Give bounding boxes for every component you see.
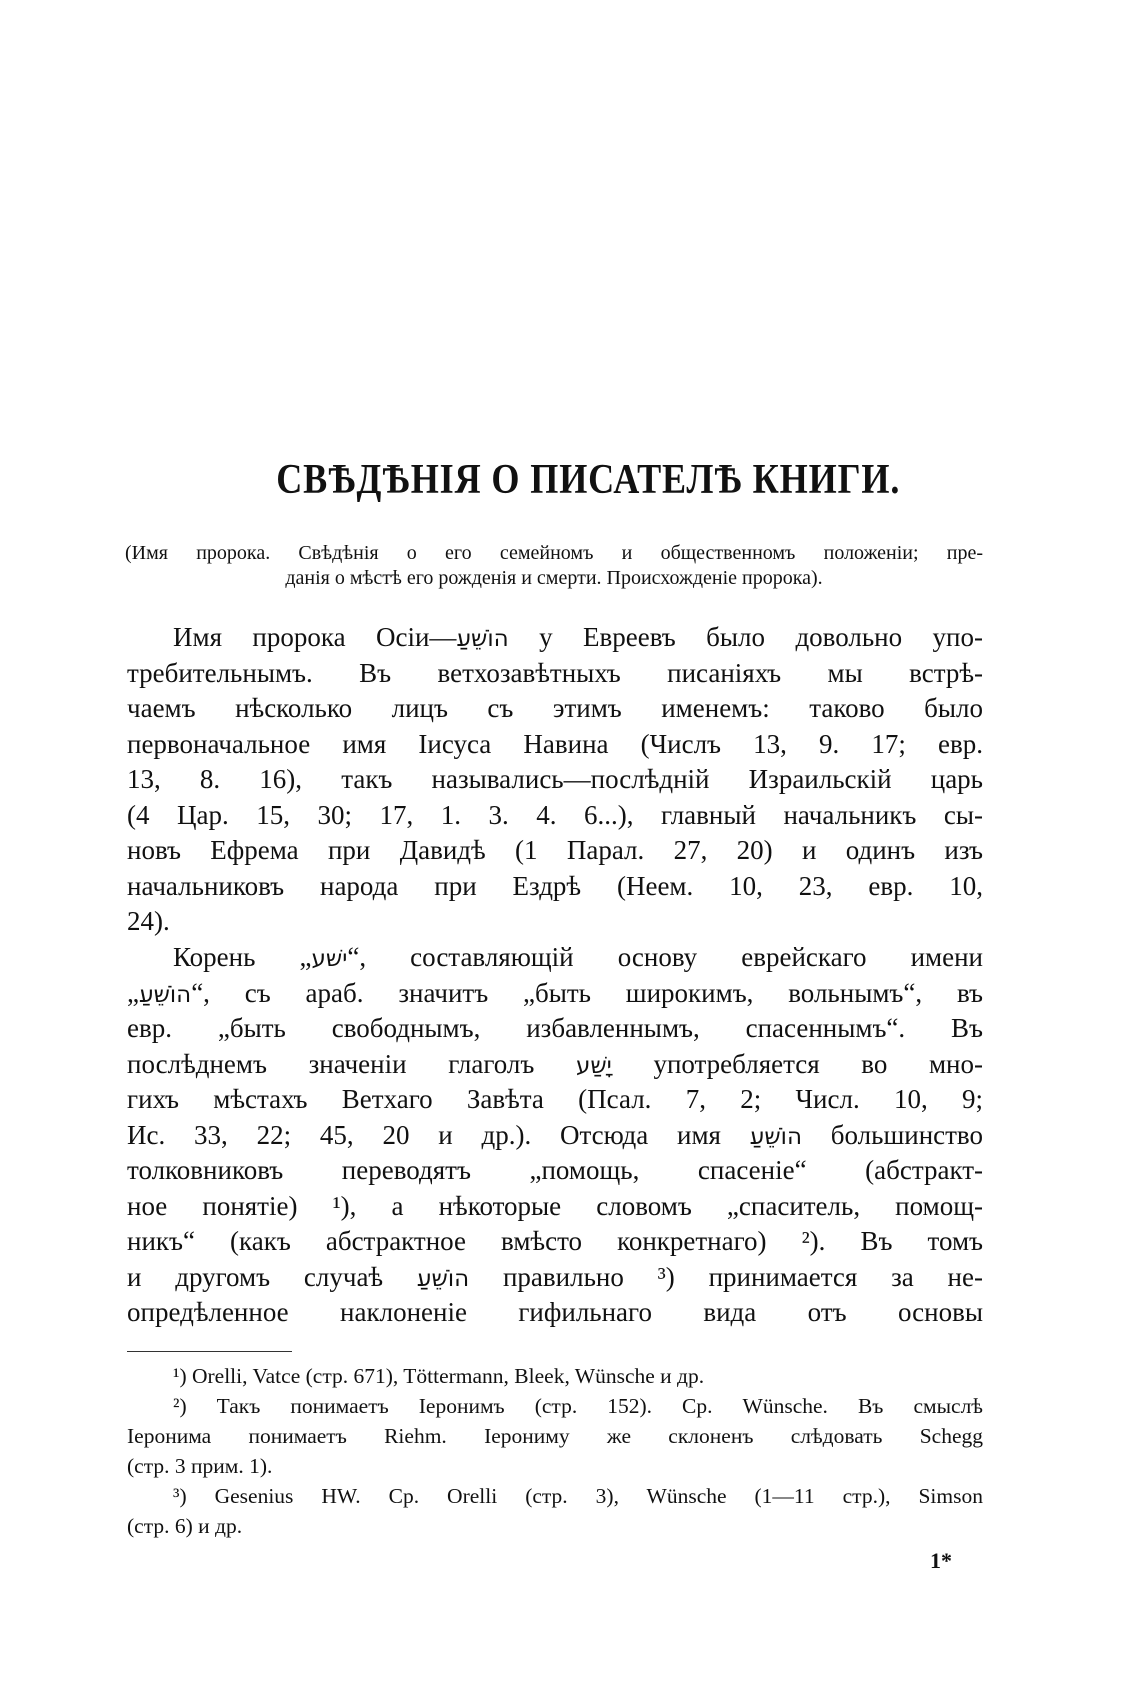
footnote-3-line: (стр. 6) и др. bbox=[127, 1514, 243, 1538]
text-line: опредѣленное наклоненіе гифильнаго вида отъ основы bbox=[127, 1297, 983, 1327]
hebrew-word: ישׁע bbox=[311, 946, 348, 972]
paragraph-1 bbox=[127, 620, 983, 940]
footnote-1: ¹) Orelli, Vatce (стр. 671), Töttermann, Bleek, Wünsche и др. bbox=[173, 1364, 705, 1388]
paragraph-2 bbox=[127, 940, 983, 1331]
footnote-separator bbox=[127, 1351, 292, 1352]
text-line: толковниковъ переводятъ „помощь, спасеніе“ (абстракт- bbox=[127, 1155, 983, 1185]
text-line: начальниковъ народа при Ездрѣ (Неем. 10, 23, евр. 10, bbox=[127, 870, 983, 901]
text-line: (4 Цар. 15, 30; 17, 1. 3. 4. 6...), главный начальникъ сы- bbox=[127, 799, 983, 830]
footnote-2-line: (стр. 3 прим. 1). bbox=[127, 1454, 273, 1478]
text-line: Имя пророка Осіи—הוֹשֵׁעַ у Евреевъ было довольно упо- bbox=[173, 622, 983, 652]
text-line: 24). bbox=[127, 906, 170, 936]
chapter-title: СВѢДѢНІЯ О ПИСАТЕЛѢ КНИГИ. bbox=[276, 457, 901, 503]
text-line: гихъ мѣстахъ Ветхаго Завѣта (Псал. 7, 2; Числ. 10, 9; bbox=[127, 1084, 983, 1114]
hebrew-word: הוֹשֵׁעַ bbox=[749, 1123, 802, 1150]
hebrew-word: יָשַׁע bbox=[575, 1052, 612, 1079]
text-line: первоначальное имя Іисуса Навина (Числъ 13, 9. 17; евр. bbox=[127, 728, 983, 759]
text-line: чаемъ нѣсколько лицъ съ этимъ именемъ: таково было bbox=[127, 693, 983, 723]
text-line: никъ“ (какъ абстрактное вмѣсто конкретнаго) ²). Въ томъ bbox=[127, 1226, 983, 1256]
page-number: 1* bbox=[930, 1548, 952, 1573]
footnote-2-line: Іеронима понимаетъ Riehm. Іерониму же склоненъ слѣдовать Schegg bbox=[127, 1424, 983, 1448]
footnotes bbox=[127, 1361, 983, 1541]
text-line: новъ Ефрема при Давидѣ (1 Парал. 27, 20) и одинъ изъ bbox=[127, 835, 983, 865]
hebrew-word: הוֹשֵׁעַ bbox=[138, 981, 192, 1008]
text-line: Корень „ישׁע“, составляющій основу еврейскаго имени bbox=[173, 942, 983, 972]
summary-line: (Имя пророка. Свѣдѣнія о его семейномъ и общественномъ положеніи; пре- bbox=[125, 542, 983, 564]
footnote-3: ³) Gesenius HW. Ср. Orelli (стр. 3), Wünsche (1—11 стр.), Simson bbox=[173, 1484, 983, 1508]
hebrew-word: הוֹשֵׁעַ bbox=[456, 626, 509, 652]
text-line: евр. „быть свободнымъ, избавленнымъ, спасеннымъ“. Въ bbox=[127, 1013, 983, 1043]
text-line: и другомъ случаѣ הוֹשֵׁעַ правильно ³) принимается за не- bbox=[127, 1261, 983, 1292]
hebrew-word: הוֹשֵׁעַ bbox=[416, 1265, 470, 1292]
text-line: Ис. 33, 22; 45, 20 и др.). Отсюда имя הוֹשֵׁעַ большинство bbox=[127, 1119, 983, 1150]
text-line: послѣднемъ значеніи глаголъ יָשַׁע употребляется во мно- bbox=[127, 1048, 983, 1079]
summary-line: данія о мѣстѣ его рожденія и смерти. Происхожденіе пророка). bbox=[285, 567, 823, 589]
chapter-summary bbox=[125, 541, 983, 591]
text-line: 13, 8. 16), такъ назывались—послѣдній Израильскій царь bbox=[127, 764, 983, 794]
footnote-2: ²) Такъ понимаетъ Іеронимъ (стр. 152). Ср. Wünsche. Въ смыслѣ bbox=[173, 1394, 983, 1418]
text-line: требительнымъ. Въ ветхозавѣтныхъ писаніяхъ мы встрѣ- bbox=[127, 657, 983, 688]
text-line: „הוֹשֵׁעַ“, съ араб. значитъ „быть широкимъ, вольнымъ“, въ bbox=[127, 977, 983, 1008]
text-line: ное понятіе) ¹), а нѣкоторые словомъ „спаситель, помощ- bbox=[127, 1190, 983, 1221]
